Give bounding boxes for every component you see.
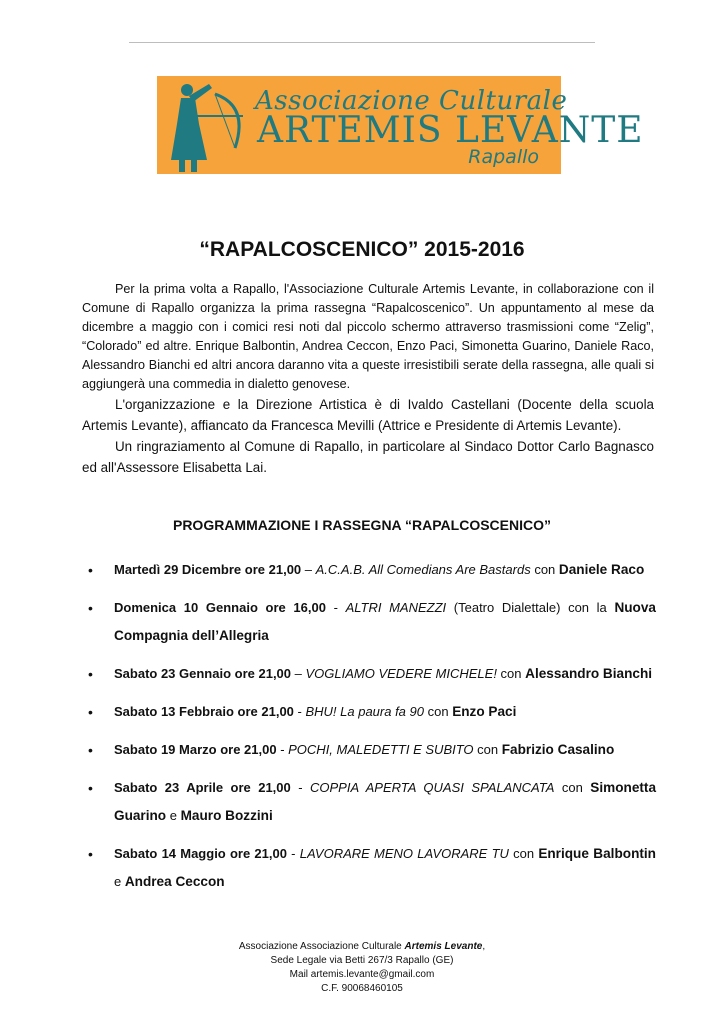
event-separator: -	[276, 742, 289, 757]
event-date: Sabato 23 Aprile ore 21,00	[114, 780, 291, 795]
event-artist: Nuova Compagnia dell’Allegria	[114, 600, 656, 643]
event-artist: Enrique Balbontin	[538, 846, 656, 861]
list-item	[82, 698, 656, 726]
event-artist: Daniele Raco	[558, 562, 645, 577]
event-artist: Alessandro Bianchi	[525, 666, 653, 681]
footer-tax-code: C.F. 90068460105	[321, 983, 403, 994]
event-conjunction: con la	[560, 600, 615, 615]
list-item	[82, 774, 656, 830]
paragraph-organization: L'organizzazione e la Direzione Artistica è di Ivaldo Castellani (Docente della scuola Artemis Levante), affiancato da Francesca Mevilli (Attrice e Presidente di Artemis Levante).	[82, 397, 654, 433]
logo-text-line2: ARTEMIS LEVANTE	[257, 110, 644, 151]
logo-text-line3: Rapallo	[468, 146, 539, 168]
event-artist: Fabrizio Casalino	[501, 742, 615, 757]
list-item	[82, 594, 656, 650]
event-separator: -	[325, 600, 346, 615]
event-date: Sabato 14 Maggio ore 21,00	[114, 846, 287, 861]
event-note: (Teatro Dialettale)	[446, 600, 561, 615]
event-conjunction: con	[554, 780, 591, 795]
event-separator: -	[286, 846, 300, 861]
footer-address: Sede Legale via Betti 267/3 Rapallo (GE)	[270, 955, 454, 966]
event-show: BHU! La paura fa 90	[305, 704, 424, 719]
event-show: LAVORARE MENO LAVORARE TU	[299, 846, 509, 861]
footer-brand: Artemis Levante	[404, 941, 483, 952]
list-item	[82, 840, 656, 896]
program-list	[82, 556, 656, 906]
intro-text	[82, 280, 654, 478]
list-item	[82, 736, 656, 764]
association-logo	[157, 76, 644, 174]
event-separator: –	[301, 562, 316, 577]
event-date: Sabato 13 Febbraio ore 21,00	[114, 704, 294, 719]
list-item	[82, 660, 656, 688]
event-date: Sabato 19 Marzo ore 21,00	[114, 742, 277, 757]
event-show: A.C.A.B. All Comedians Are Bastards	[315, 562, 531, 577]
event-artist: Simonetta Guarino	[114, 780, 657, 823]
footer-suffix: ,	[482, 941, 486, 952]
event-show: ALTRI MANEZZI	[345, 600, 447, 615]
event-separator: -	[293, 704, 306, 719]
logo-text-line1: Associazione Culturale	[255, 86, 568, 116]
footer-association	[0, 940, 724, 954]
event-conjunction: con	[424, 704, 453, 719]
event-show: POCHI, MALEDETTI E SUBITO	[288, 742, 474, 757]
event-date: Domenica 10 Gennaio ore 16,00	[114, 600, 326, 615]
event-conjunction: con	[473, 742, 502, 757]
paragraph-thanks: Un ringraziamento al Comune di Rapallo, in particolare al Sindaco Dottor Carlo Bagnasco ed all'Assessore Elisabetta Lai.	[82, 439, 654, 475]
document-title: “RAPALCOSCENICO” 2015-2016	[199, 238, 525, 261]
event-date: Martedì 29 Dicembre ore 21,00	[114, 562, 302, 577]
event-artist-2: Mauro Bozzini	[180, 808, 273, 823]
footer-prefix: Associazione Associazione Culturale	[238, 941, 405, 952]
event-conjunction-2: e	[114, 874, 125, 889]
event-show: VOGLIAMO VEDERE MICHELE!	[305, 666, 497, 681]
program-title: PROGRAMMAZIONE I RASSEGNA “RAPALCOSCENICO”	[172, 517, 551, 533]
event-separator: –	[291, 666, 306, 681]
event-separator: -	[290, 780, 311, 795]
footer-email: Mail artemis.levante@gmail.com	[289, 969, 435, 980]
event-conjunction: con	[508, 846, 539, 861]
page-footer	[0, 940, 724, 996]
event-show: COPPIA APERTA QUASI SPALANCATA	[310, 780, 555, 795]
event-conjunction-2: e	[166, 808, 181, 823]
event-artist: Enzo Paci	[452, 704, 517, 719]
event-date: Sabato 23 Gennaio ore 21,00	[114, 666, 292, 681]
list-item	[82, 556, 656, 584]
header-rule	[129, 42, 595, 43]
paragraph-intro: Per la prima volta a Rapallo, l'Associazione Culturale Artemis Levante, in collaborazione con il Comune di Rapallo organizza la prima rassegna “Rapalcoscenico”. Un appuntamento al mese da dicembre a maggio con i comici resi noti dal piccolo schermo attraverso trasmissioni come “Zelig”, “Colorado” ed altre. Enrique Balbontin, Andrea Ceccon, Enzo Paci, Simonetta Guarino, Daniele Raco, Alessandro Bianchi ed altri ancora daranno vita a queste irresistibili serate della rassegna, alle quali si aggiungerà una commedia in dialetto genovese.	[82, 282, 654, 391]
event-conjunction: con	[530, 562, 559, 577]
event-conjunction: con	[496, 666, 526, 681]
event-artist-2: Andrea Ceccon	[124, 874, 225, 889]
